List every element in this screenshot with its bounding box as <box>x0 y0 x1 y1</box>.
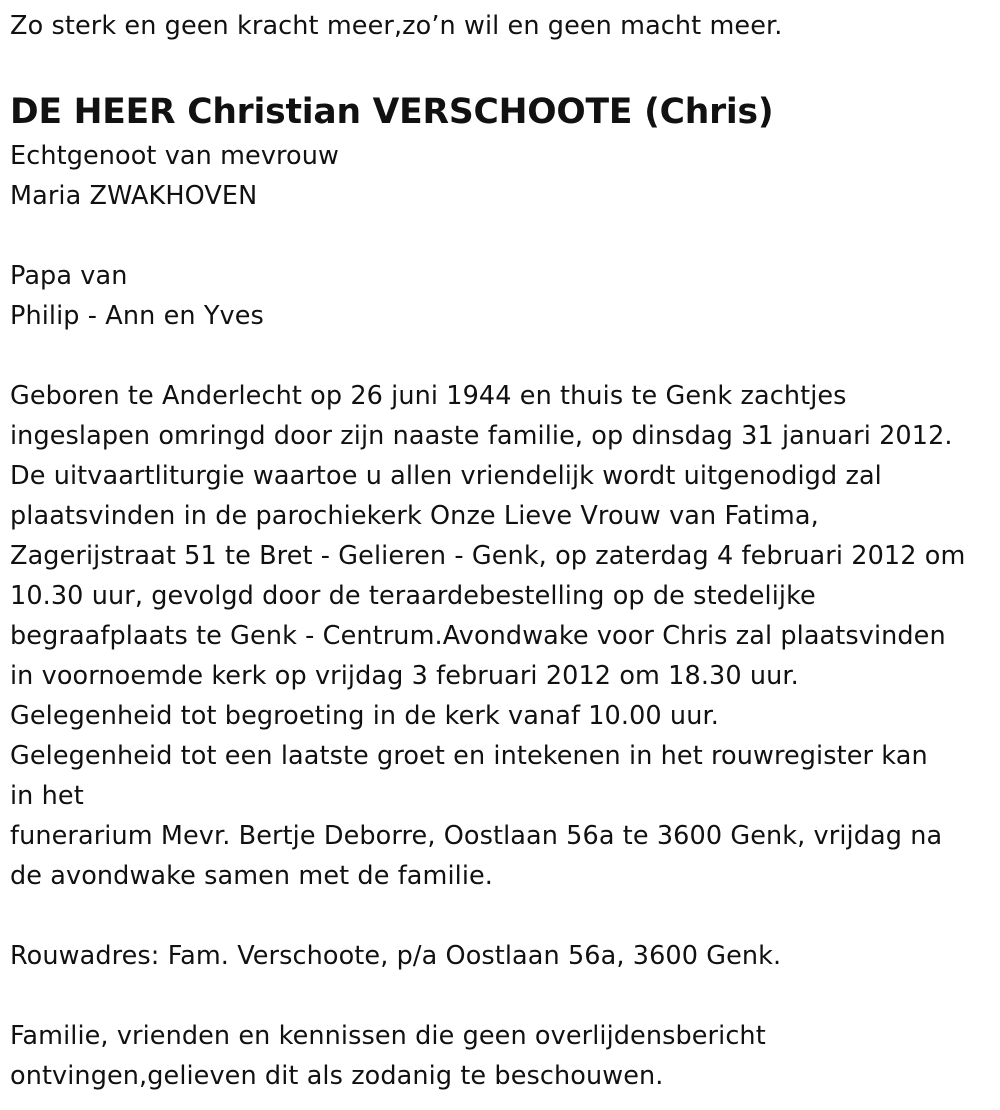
body-line: funerarium Mevr. Bertje Deborre, Oostlaan 56a te 3600 Genk, vrijdag na <box>10 821 943 851</box>
body-line: Gelegenheid tot begroeting in de kerk vanaf 10.00 uur. <box>10 701 719 731</box>
spouse-section <box>10 136 995 216</box>
body-line: de avondwake samen met de familie. <box>10 861 493 891</box>
closing-note <box>10 1016 995 1096</box>
body-line: begraafplaats te Genk - Centrum.Avondwake voor Chris zal plaatsvinden <box>10 621 946 651</box>
obituary-notice <box>10 0 995 1096</box>
children-intro: Papa van <box>10 261 128 291</box>
spouse-name: Maria ZWAKHOVEN <box>10 181 258 211</box>
body-line: in het <box>10 781 84 811</box>
closing-line: Familie, vrienden en kennissen die geen overlijdensbericht <box>10 1021 766 1051</box>
body-line: Zagerijstraat 51 te Bret - Gelieren - Genk, op zaterdag 4 februari 2012 om <box>10 541 966 571</box>
body-line: in voornoemde kerk op vrijdag 3 februari 2012 om 18.30 uur. <box>10 661 799 691</box>
body-line: Geboren te Anderlecht op 26 juni 1944 en thuis te Genk zachtjes <box>10 381 847 411</box>
body-line: De uitvaartliturgie waartoe u allen vriendelijk wordt uitgenodigd zal <box>10 461 882 491</box>
funeral-details <box>10 376 995 896</box>
spacer <box>10 896 995 936</box>
opening-quote: Zo sterk en geen kracht meer,zo’n wil en geen macht meer. <box>10 11 783 41</box>
spacer <box>10 976 995 1016</box>
children-names: Philip - Ann en Yves <box>10 301 264 331</box>
spacer <box>10 336 995 376</box>
closing-line: ontvingen,gelieven dit als zodanig te beschouwen. <box>10 1061 664 1091</box>
deceased-name: DE HEER Christian VERSCHOOTE (Chris) <box>10 92 774 132</box>
spacer <box>10 216 995 256</box>
body-line: Gelegenheid tot een laatste groet en intekenen in het rouwregister kan <box>10 741 928 771</box>
children-section <box>10 256 995 336</box>
body-line: 10.30 uur, gevolgd door de teraardebestelling op de stedelijke <box>10 581 816 611</box>
mourning-address: Rouwadres: Fam. Verschoote, p/a Oostlaan 56a, 3600 Genk. <box>10 941 782 971</box>
body-line: ingeslapen omringd door zijn naaste familie, op dinsdag 31 januari 2012. <box>10 421 953 451</box>
body-line: plaatsvinden in de parochiekerk Onze Lieve Vrouw van Fatima, <box>10 501 819 531</box>
spouse-intro: Echtgenoot van mevrouw <box>10 141 339 171</box>
